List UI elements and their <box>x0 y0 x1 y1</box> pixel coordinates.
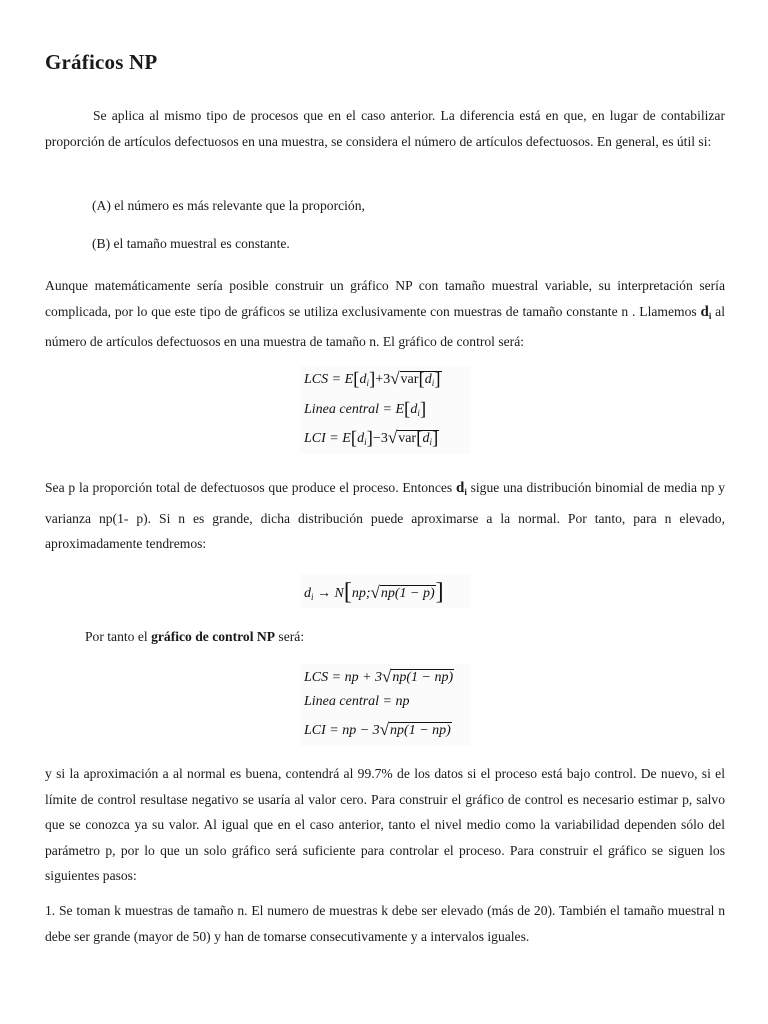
formula-lci: LCI = $E[d_i]-3√var[d_i]$ <box>304 428 439 449</box>
binomial-paragraph: Sea p la proporción total de defectuosos que produce el proceso. Entonces $d_i$ sigue una distribución binomial de media np y varianza np(1- p). Si n es grande, dicha distribución puede aproximarse a la normal. Por tanto, para n elevado, aproximadamente tendremos: <box>45 480 726 551</box>
formula-np-center: Linea central = np <box>304 694 410 709</box>
page-title: Gráficos NP <box>45 50 158 74</box>
formula-np-lci: LCI = np − 3√np(1 − np) <box>304 720 451 739</box>
formula-control-limits <box>300 366 470 454</box>
intro-paragraph: Se aplica al mismo tipo de procesos que en el caso anterior. La diferencia está en que, en lugar de contabilizar proporción de artículos defectuosos en una muestra, se considera el número de artículos defectuosos. En general, es útil si: <box>45 108 725 149</box>
formula-lcs: LCS = $E[d_i]+3√var[d_i]$ <box>304 369 441 390</box>
definition-paragraph <box>45 273 725 355</box>
list-item-a: (A) el número es más relevante que la proporción, <box>92 198 365 213</box>
formula-center: Linea central = $E[d_i]$ <box>304 399 427 420</box>
formula-np-lcs: LCS = np + 3√np(1 − np) <box>304 667 454 686</box>
di-symbol-2: $d_i$ <box>455 480 467 497</box>
di-symbol: $d_i$ <box>700 303 712 321</box>
np-chart-intro: Por tanto el gráfico de control NP será: <box>85 629 305 644</box>
explanation-paragraph: y si la aproximación a al normal es buena, contendrá al 99.7% de los datos si el proceso está bajo control. De nuevo, si el límite de control resultase negativo se usaría al valor cero. Para construir el gráfico de control es necesario estimar p, salvo que se conozca ya su valor. Al igual que en el caso anterior, tanto el nivel medio como la variabilidad dependen sólo del parámetro p, por lo que un solo gráfico será suficiente para controlar el proceso. Para construir el gráfico se siguen los siguientes pasos: <box>45 766 725 883</box>
definition-text: Aunque matemáticamente sería posible construir un gráfico NP con tamaño muestral variable, su interpretación sería complicada, por lo que este tipo de gráficos se utiliza exclusivamente con muestras de tamaño constante n . Llamemos <box>45 278 725 319</box>
formula-normal-approx: $d_i$ → N[np;√np(1 − p)] <box>300 574 470 608</box>
formula-np-chart <box>300 664 470 746</box>
definition-rest: al número de artículos defectuosos en una muestra de tamaño n. El gráfico de control será: <box>45 303 725 349</box>
step-1-paragraph: 1. Se toman k muestras de tamaño n. El numero de muestras k debe ser elevado (más de 20). También el tamaño muestral n debe ser grande (mayor de 50) y han de tomarse consecutivamente y a intervalos iguales. <box>45 903 725 944</box>
list-item-b: (B) el tamaño muestral es constante. <box>92 236 290 251</box>
